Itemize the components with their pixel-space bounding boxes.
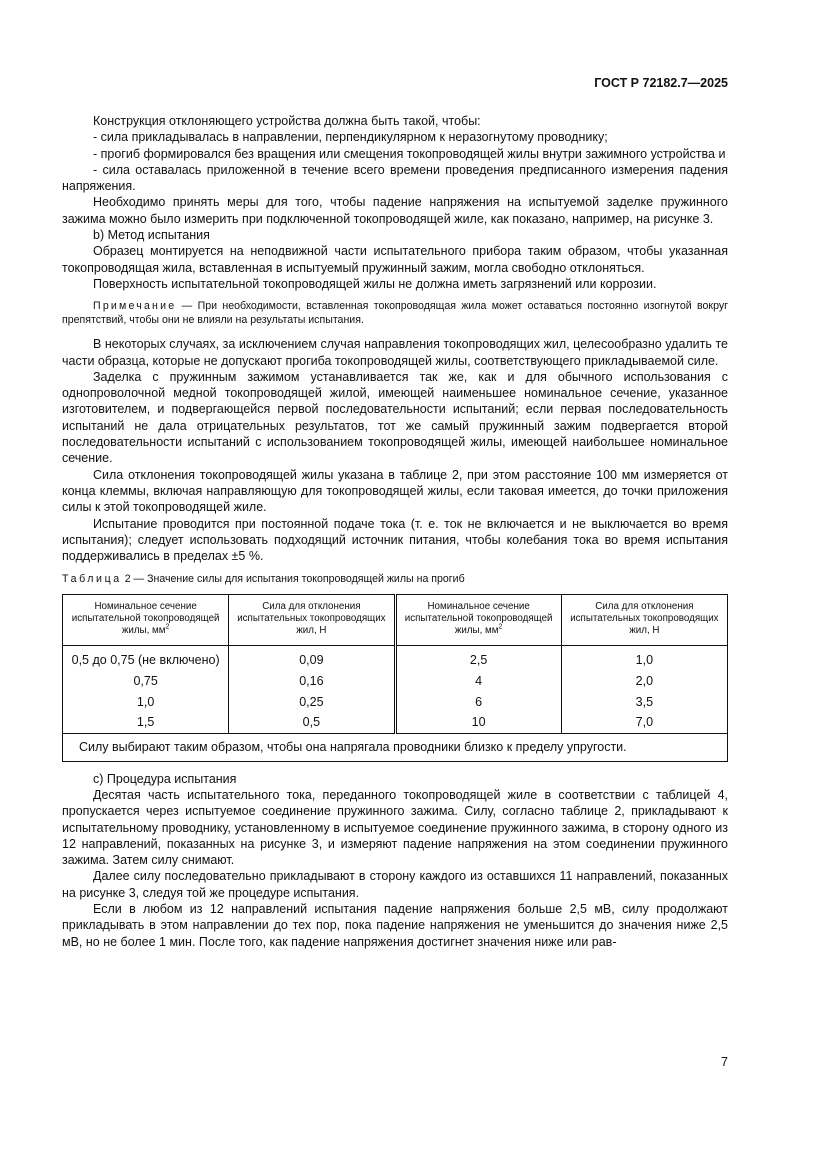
table-caption-label: Таблица [62,573,122,586]
list-item: - сила оставалась приложенной в течение всего времени проведения предписанного измерения падения напряжения. [62,162,728,194]
header-cross-section: Номинальное сечение испытательной токопроводящей жилы, $мм^2$ [63,594,229,646]
table-cell: 0,5 до 0,75 (не включено) [63,646,229,671]
section-heading: b) Метод испытания [93,228,210,243]
table-cell: 10 [395,712,561,733]
section-heading: c) Процедура испытания [93,771,237,786]
note-label: Примечание [93,300,177,313]
table-cell: 0,25 [229,692,395,713]
page-number: 7 [721,1055,728,1069]
page-content [62,113,728,950]
header-cross-section-2: Номинальное сечение испытательной токопроводящей жилы, $мм^2$ [395,594,561,646]
table-cell: 6 [395,692,561,713]
table-footnote: Силу выбирают таким образом, чтобы она напрягала проводники близко к пределу упругости. [63,733,728,761]
paragraph: Далее силу последовательно прикладывают в сторону каждого из оставшихся 11 направлений, показанных на рисунке 3, следуя той же процедуре испытания. [62,869,728,900]
note [62,299,728,327]
list-item: - сила прикладывалась в направлении, перпендикулярном к неразогнутому проводнику; [93,130,608,145]
table-cell: 1,0 [561,646,727,671]
table-caption [62,571,728,587]
table-cell: 0,5 [229,712,395,733]
table-cell: 4 [395,671,561,692]
table-row [63,712,728,733]
table-cell: 1,0 [63,692,229,713]
paragraph: Конструкция отклоняющего устройства должна быть такой, чтобы: [93,114,481,128]
note-text: — При необходимости, вставленная токопроводящая жила может оставаться постоянно изогнутой вокруг препятствий, чтобы они не влияли на результаты испытания. [62,300,728,327]
paragraph: Сила отклонения токопроводящей жилы указана в таблице 2, при этом расстояние 100 мм измеряется от конца клеммы, включая направляющую для токопроводящей жилы, если таковая имеется, до точки приложения силы к этой токопроводящей жиле. [62,467,728,515]
table-caption-text: 2 — Значение силы для испытания токопроводящей жилы на прогиб [121,573,465,586]
table-footnote-row [63,733,728,761]
paragraph: Заделка с пружинным зажимом устанавливается так же, как и для обычного использования с однопроволочной медной токопроводящей жилой, имеющей наименьшее номинальное сечение, указанное изготовителем, и подвергающейся первой последовательности испытаний; если первая последовательность испытаний не дала отрицательных результатов, тот же самый пружинный зажим подвергается второй последовательности испытаний с использованием токопроводящей жилы, имеющей наибольшее номинальное сечение. [62,369,728,466]
paragraph: Образец монтируется на неподвижной части испытательного прибора таким образом, чтобы указанная токопроводящая жила, вставленная в испытуемый пружинный зажим, могла свободно отклоняться. [62,244,728,275]
table-cell: 0,16 [229,671,395,692]
paragraph: Испытание проводится при постоянной подаче тока (т. е. ток не включается и не выключается во время испытания); следует использовать подходящий источник питания, чтобы колебания тока во время испытания поддерживались в пределах ±5 %. [62,516,728,564]
table-cell: 7,0 [561,712,727,733]
table-cell: 2,5 [395,646,561,671]
header-force: Сила для отклонения испытательных токопроводящих жил, Н [229,594,395,646]
force-table [62,594,728,762]
table-row [63,692,728,713]
paragraph: Поверхность испытательной токопроводящей жилы не должна иметь загрязнений или коррозии. [93,276,657,291]
table-cell: 0,09 [229,646,395,671]
table-header-row [63,594,728,646]
table-cell: 1,5 [63,712,229,733]
table-cell: 0,75 [63,671,229,692]
paragraph: В некоторых случаях, за исключением случая направления токопроводящих жил, целесообразно удалить те части образца, которые не допускают прогиба токопроводящей жилы, соответствующего прикладываемой силе. [62,337,728,368]
table-cell: 2,0 [561,671,727,692]
paragraph: Если в любом из 12 направлений испытания падение напряжения больше 2,5 мВ, силу продолжают прикладывать в этом направлении до тех пор, пока падение напряжения не уменьшится до значения ниже 2,5 мВ, но не более 1 мин. После того, как падение напряжения достигнет значения ниже или рав- [62,902,728,949]
paragraph: Десятая часть испытательного тока, переданного токопроводящей жиле в соответствии с таблицей 4, пропускается через испытуемое соединение пружинного зажима. Силу, согласно таблице 2, прикладывают к испытательному проводнику, установленному в испытуемое соединение пружинного зажима, в сторону одного из 12 направлений, показанных на рисунке 3, и измеряют падение напряжения на этом соединении пружинного зажима. Затем силу снимают. [62,788,728,868]
paragraph: Необходимо принять меры для того, чтобы падение напряжения на испытуемой заделке пружинного зажима можно было измерить при подключенной токопроводящей жиле, как показано, например, на рисунке 3. [62,195,728,226]
table-cell: 3,5 [561,692,727,713]
list-item: - прогиб формировался без вращения или смещения токопроводящей жилы внутри зажимного устройства и [93,146,726,161]
document-header: ГОСТ Р 72182.7—2025 [594,76,728,90]
table-row [63,646,728,671]
header-force-2: Сила для отклонения испытательных токопроводящих жил, Н [561,594,727,646]
table-row [63,671,728,692]
